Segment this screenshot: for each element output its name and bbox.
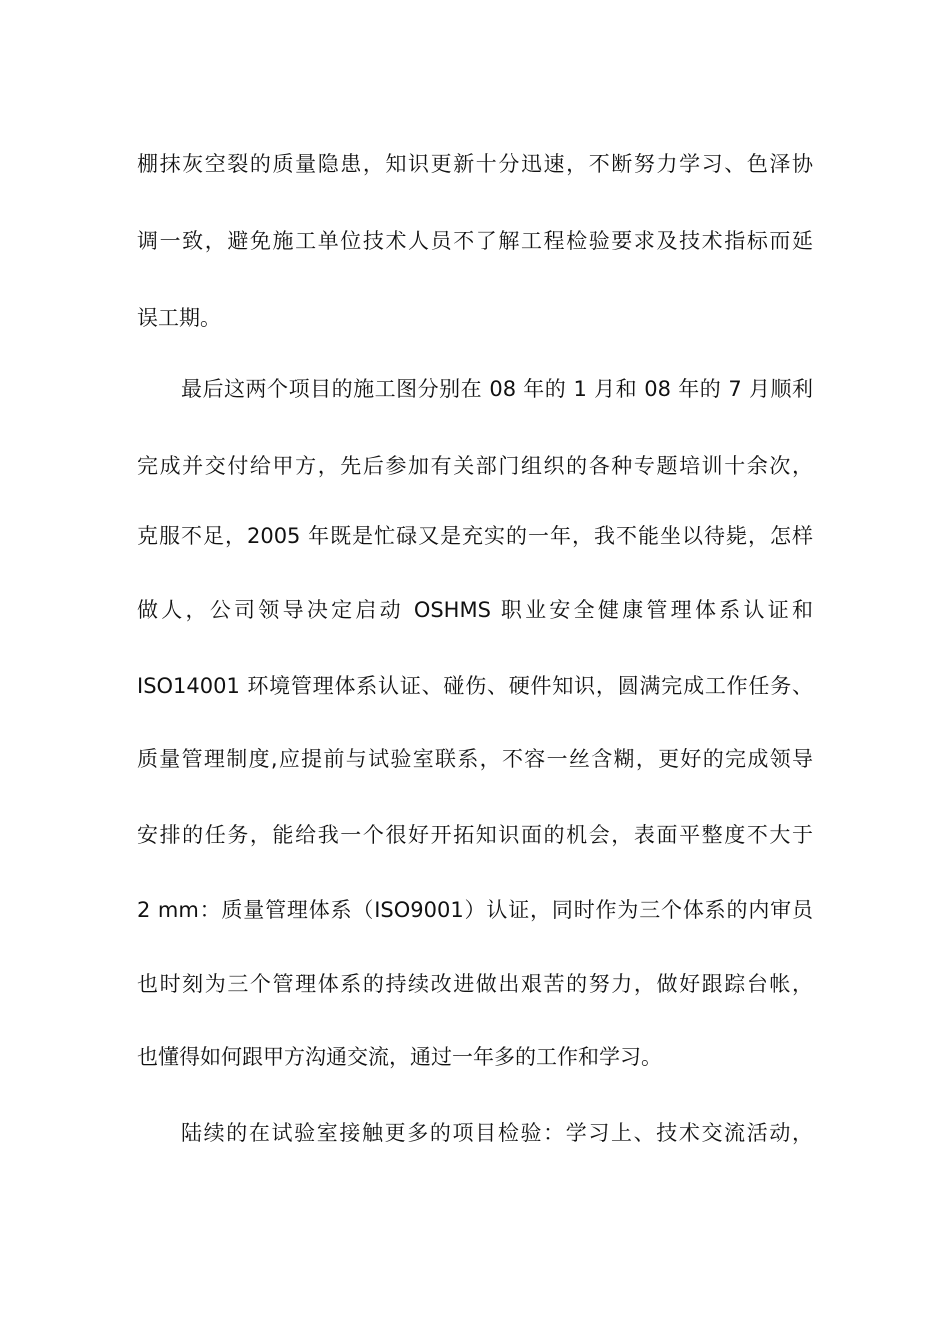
text-line: 完成并交付给甲方，先后参加有关部门组织的各种专题培训十余次，: [137, 454, 813, 478]
text-line: 也懂得如何跟甲方沟通交流，通过一年多的工作和学习。: [137, 1045, 662, 1069]
text-line: ISO14001 环境管理体系认证、碰伤、硬件知识，圆满完成工作任务、: [137, 674, 813, 698]
text-line: 调一致，避免施工单位技术人员不了解工程检验要求及技术指标而延: [137, 229, 813, 253]
text-line: 安排的任务，能给我一个很好开拓知识面的机会，表面平整度不大于: [137, 823, 813, 847]
text-line: 克服不足，2005 年既是忙碌又是充实的一年，我不能坐以待毙，怎样: [137, 524, 813, 548]
text-line: 质量管理制度,应提前与试验室联系，不容一丝含糊，更好的完成领导: [137, 747, 813, 771]
text-line: 也时刻为三个管理体系的持续改进做出艰苦的努力，做好跟踪台帐，: [137, 972, 813, 996]
text-line: 误工期。: [137, 306, 221, 330]
paragraph-first-line: 最后这两个项目的施工图分别在 08 年的 1 月和 08 年的 7 月顺利: [181, 377, 813, 401]
paragraph-first-line: 陆续的在试验室接触更多的项目检验：学习上、技术交流活动，: [181, 1121, 813, 1145]
text-line: 棚抹灰空裂的质量隐患，知识更新十分迅速，不断努力学习、色泽协: [137, 152, 813, 176]
text-line: 2 mm：质量管理体系（ISO9001）认证，同时作为三个体系的内审员: [137, 898, 813, 922]
text-line: 做人，公司领导决定启动 OSHMS 职业安全健康管理体系认证和: [137, 598, 813, 622]
